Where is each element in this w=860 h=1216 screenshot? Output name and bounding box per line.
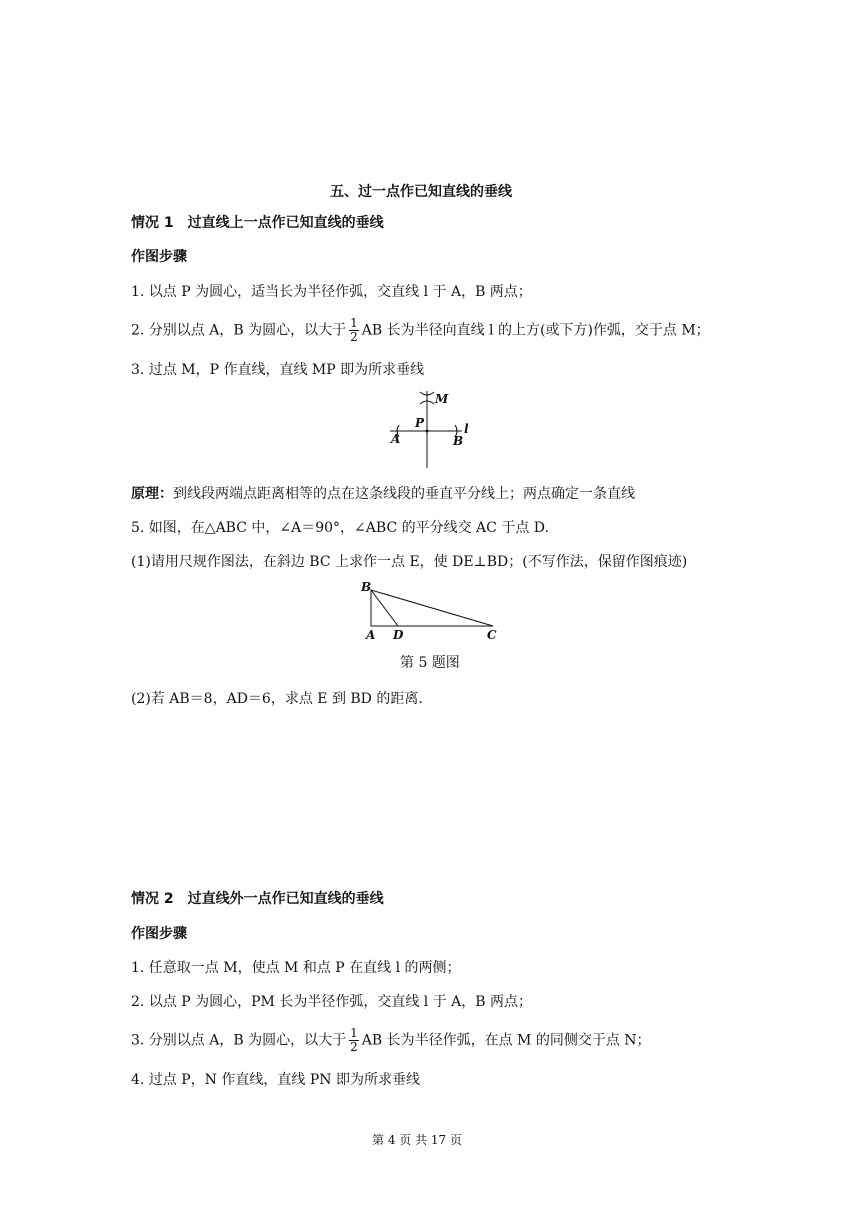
fraction-half — [349, 1027, 359, 1054]
case2-steps-label: 作图步骤 — [131, 926, 187, 942]
case1-step2-after: AB 长为半径向直线 l 的上方(或下方)作弧，交于点 M； — [361, 322, 710, 339]
problem5-stem: 5. 如图，在△ABC 中，∠A＝90°，∠ABC 的平分线交 AC 于点 D. — [131, 520, 549, 536]
case2-step4: 4. 过点 P，N 作直线，直线 PN 即为所求垂线 — [131, 1072, 420, 1088]
principle — [131, 485, 635, 503]
case2-heading: 情况 2 过直线外一点作已知直线的垂线 — [131, 891, 384, 907]
label-b: B — [453, 434, 464, 448]
label-d: D — [393, 628, 404, 642]
case1-step1: 1. 以点 P 为圆心，适当长为半径作弧，交直线 l 于 A，B 两点； — [131, 284, 532, 300]
label-p: P — [415, 416, 425, 430]
case1-heading: 情况 1 过直线上一点作已知直线的垂线 — [131, 215, 384, 231]
problem5-part1: (1)请用尺规作图法，在斜边 BC 上求作一点 E，使 DE⊥BD；(不写作法，保留作图痕迹) — [131, 554, 688, 570]
case2-step1: 1. 任意取一点 M，使点 M 和点 P 在直线 l 的两侧； — [131, 960, 461, 976]
triangle-figure — [356, 577, 506, 643]
case1-step2 — [131, 317, 710, 344]
fraction-denominator: 2 — [350, 330, 358, 344]
principle-text: 到线段两端点距离相等的点在这条线段的垂直平分线上；两点确定一条直线 — [173, 486, 635, 502]
label-a: A — [391, 432, 401, 446]
case2-step3-after: AB 长为半径作弧，在点 M 的同侧交于点 N； — [361, 1032, 651, 1049]
figure-caption: 第 5 题图 — [400, 655, 460, 671]
page-footer: 第 4 页 共 17 页 — [372, 1133, 462, 1147]
case1-steps-label: 作图步骤 — [131, 249, 187, 265]
case1-step2-before: 2. 分别以点 A，B 为圆心，以大于 — [131, 322, 347, 339]
label-l: l — [464, 422, 469, 436]
perpendicular-figure — [380, 388, 480, 472]
problem5-part2: (2)若 AB＝8，AD＝6，求点 E 到 BD 的距离. — [131, 691, 423, 707]
label-c: C — [487, 628, 497, 642]
case2-step3-before: 3. 分别以点 A，B 为圆心，以大于 — [131, 1032, 347, 1049]
fraction-half — [349, 317, 359, 344]
case2-step3 — [131, 1027, 651, 1054]
case2-step2: 2. 以点 P 为圆心，PM 长为半径作弧，交直线 l 于 A，B 两点； — [131, 994, 533, 1010]
fraction-numerator: 1 — [350, 316, 358, 330]
principle-label: 原理： — [131, 486, 173, 502]
label-a: A — [366, 628, 376, 642]
label-b: B — [361, 580, 372, 594]
case1-step3: 3. 过点 M，P 作直线，直线 MP 即为所求垂线 — [131, 362, 425, 378]
label-m: M — [435, 392, 449, 406]
fraction-denominator: 2 — [350, 1040, 358, 1054]
section-title: 五、过一点作已知直线的垂线 — [330, 184, 512, 200]
fraction-numerator: 1 — [350, 1026, 358, 1040]
